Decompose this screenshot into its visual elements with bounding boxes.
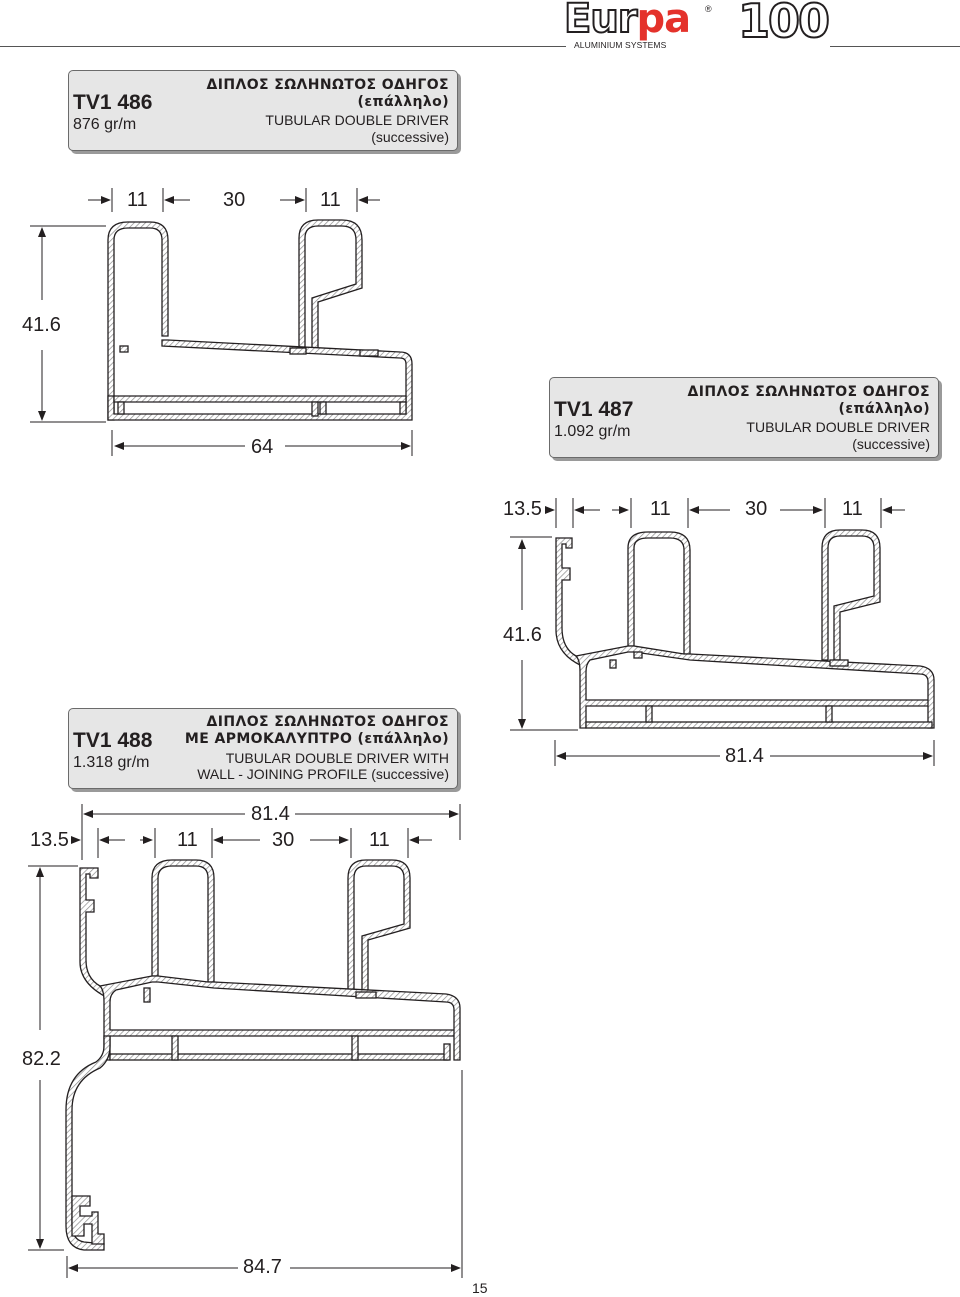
- profile-title-greek-2: (επάλληλο): [357, 94, 449, 110]
- profile-title-greek-2: (επάλληλο): [838, 401, 930, 417]
- profile-title-english: TUBULAR DOUBLE DRIVER: [746, 419, 930, 435]
- dim-lip: 13.5: [503, 498, 542, 520]
- dim-height: 41.6: [22, 314, 61, 336]
- profile-title-english-2: (successive): [371, 129, 449, 145]
- dim-width: 81.4: [725, 745, 764, 767]
- profile-weight: 876 gr/m: [73, 116, 137, 133]
- dim-top-right: 11: [320, 189, 341, 211]
- profile-section-tv1-486: [108, 220, 412, 420]
- dim-top-middle: 30: [223, 189, 246, 211]
- brand-wordmark: Eurpa: [564, 0, 691, 42]
- dim-top-right: 11: [842, 498, 863, 520]
- dim-height: 41.6: [503, 624, 542, 646]
- dim-top-width: 81.4: [251, 803, 290, 825]
- profile-code: TV1 486: [73, 91, 153, 114]
- profile-code: TV1 487: [554, 398, 634, 421]
- brand-subtitle: ALUMINIUM SYSTEMS: [574, 40, 667, 50]
- dim-top-left: 11: [650, 498, 671, 520]
- dim-width: 84.7: [243, 1256, 282, 1278]
- page-number: 15: [472, 1280, 488, 1296]
- dim-lip: 13.5: [30, 829, 69, 851]
- registered-mark: ®: [705, 4, 712, 14]
- profile-weight: 1.092 gr/m: [554, 423, 631, 440]
- profile-section-tv1-487: [556, 530, 934, 728]
- dim-top-middle: 30: [745, 498, 768, 520]
- dim-height: 82.2: [22, 1048, 61, 1070]
- series-number: 100: [738, 0, 829, 48]
- profile-title-greek: ΔΙΠΛΟΣ ΣΩΛΗΝΩΤΟΣ ΟΔΗΓΟΣ: [687, 384, 930, 400]
- dim-width: 64: [251, 436, 274, 458]
- profile-title-english-2: WALL - JOINING PROFILE (successive): [197, 766, 449, 782]
- dim-top-left: 11: [127, 189, 148, 211]
- profile-title-greek: ΔΙΠΛΟΣ ΣΩΛΗΝΩΤΟΣ ΟΔΗΓΟΣ: [206, 77, 449, 93]
- profile-title-greek-2: ΜΕ ΑΡΜΟΚΑΛΥΠΤΡΟ (επάλληλο): [184, 731, 449, 747]
- profile-title-english: TUBULAR DOUBLE DRIVER WITH: [225, 750, 449, 766]
- profile-title-greek: ΔΙΠΛΟΣ ΣΩΛΗΝΩΤΟΣ ΟΔΗΓΟΣ: [206, 714, 449, 730]
- dim-top-right: 11: [369, 829, 390, 851]
- dim-top-left: 11: [177, 829, 198, 851]
- profile-section-tv1-488: [66, 860, 460, 1250]
- profile-title-english: TUBULAR DOUBLE DRIVER: [265, 112, 449, 128]
- profile-code: TV1 488: [73, 729, 153, 752]
- profile-title-english-2: (successive): [852, 436, 930, 452]
- profile-weight: 1.318 gr/m: [73, 754, 150, 771]
- dim-top-middle: 30: [272, 829, 295, 851]
